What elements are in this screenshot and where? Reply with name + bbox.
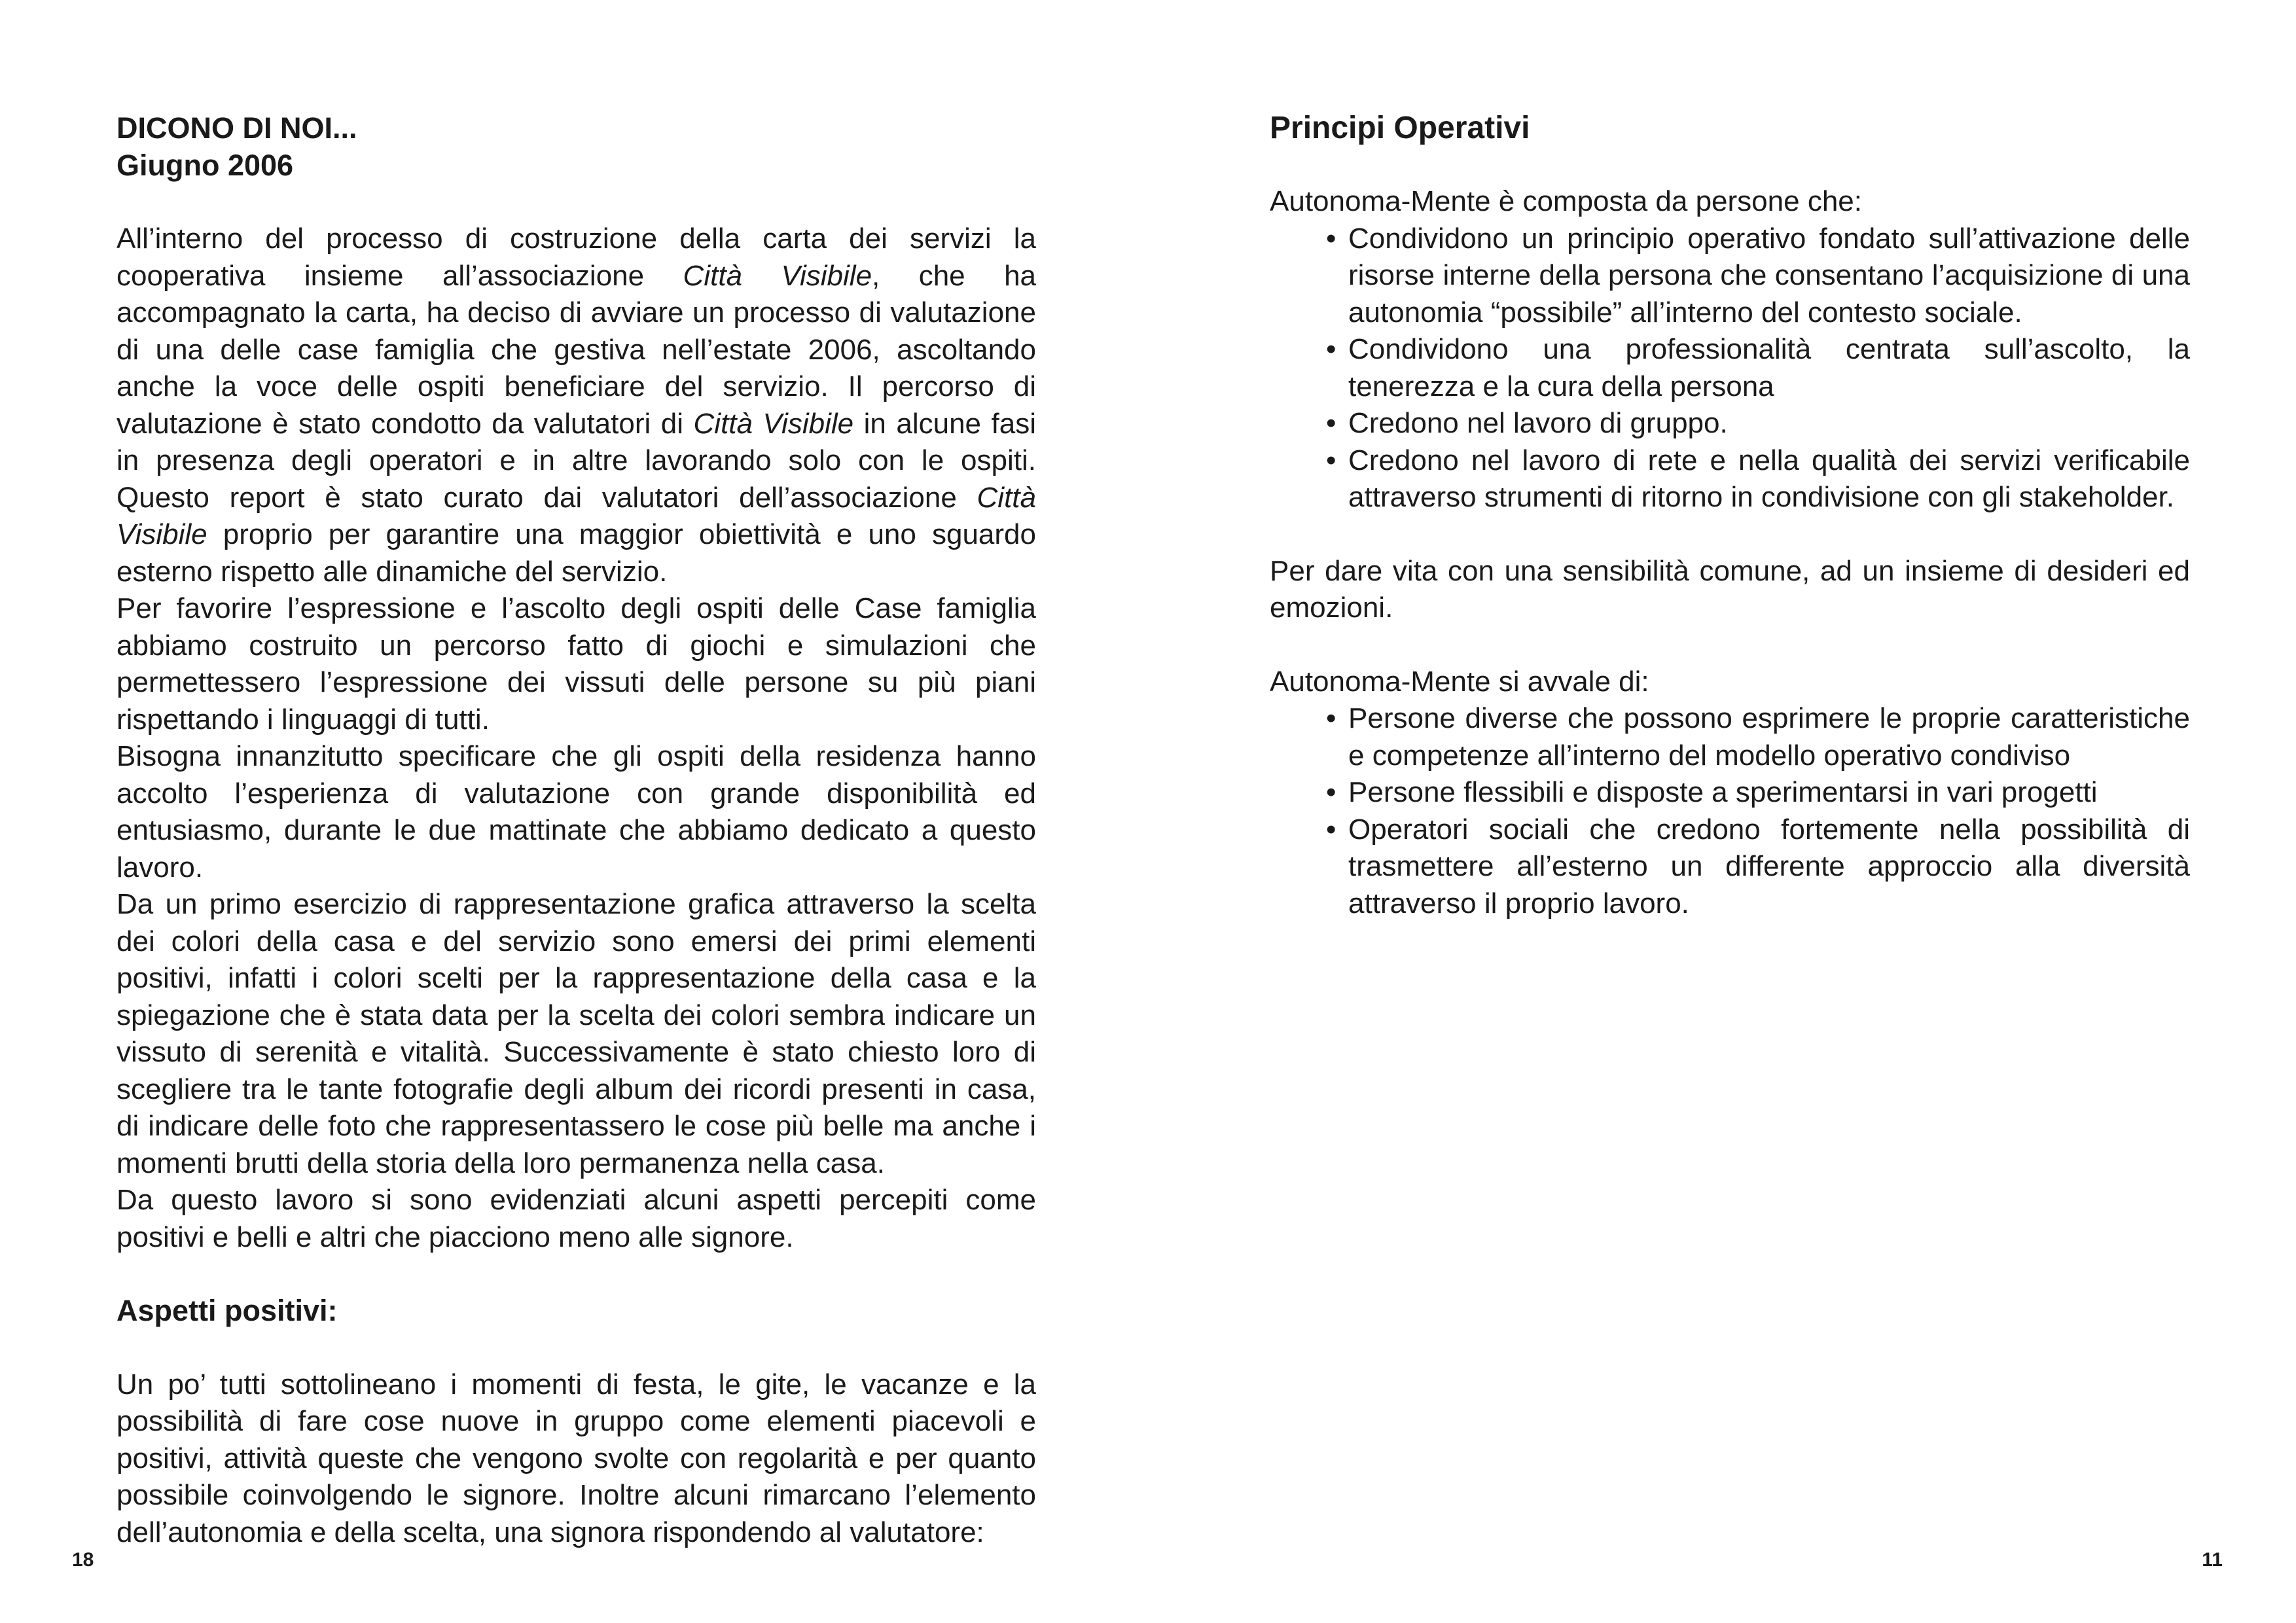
bullet-icon: • [1326, 444, 1336, 476]
list-item-text: Operatori sociali che credono fortemente nella possibilità di trasmettere all’esterno un differente approccio alla diversità attraverso il proprio lavoro. [1348, 813, 2190, 919]
list-item [1326, 700, 2190, 774]
list-item [1326, 774, 2190, 812]
list-item-text: Credono nel lavoro di rete e nella qualità dei servizi verificabile attraverso strumenti di ritorno in condivisione con gli stakeholder. [1348, 444, 2190, 513]
paragraph-aspects: Da questo lavoro si sono evidenziati alcuni aspetti percepiti come positivi e belli e altri che piacciono meno alle signore. [117, 1184, 1036, 1253]
list-item [1326, 331, 2190, 405]
bullet-icon: • [1326, 333, 1336, 365]
intro-resources: Autonoma-Mente si avvale di: [1270, 665, 1649, 698]
bullet-icon: • [1326, 407, 1336, 439]
paragraph-purpose: Per dare vita con una sensibilità comune, ad un insieme di desideri ed emozioni. [1270, 554, 2190, 624]
bullet-icon: • [1326, 222, 1336, 255]
list-item [1326, 442, 2190, 516]
bullet-icon: • [1326, 813, 1336, 846]
resources-list [1270, 700, 2190, 922]
list-item [1326, 812, 2190, 923]
list-item-text: Persone diverse che possono esprimere le proprie caratteristiche e competenze all’interno del modello operativo condiviso [1348, 702, 2190, 772]
section-heading: DICONO DI NOI... [117, 111, 357, 145]
list-item [1326, 221, 2190, 332]
paragraph-intro [117, 221, 1036, 590]
right-page [1148, 0, 2296, 1623]
section-date: Giugno 2006 [117, 148, 294, 182]
paragraph-method: Per favorire l’espressione e l’ascolto degli ospiti delle Case famiglia abbiamo costruito un percorso fatto di giochi e simulazioni che permettessero l’espressione dei vissuti delle persone su più piani rispettando i linguaggi di tutti. [117, 592, 1036, 736]
italic-org-name: Città Visibile [693, 407, 854, 440]
list-item-text: Persone flessibili e disposte a sperimentarsi in vari progetti [1348, 776, 2098, 808]
list-item-text: Condividono una professionalità centrata sull’ascolto, la tenerezza e la cura della persona [1348, 333, 2190, 402]
principles-list [1270, 221, 2190, 516]
text-segment: proprio per garantire una maggior obiettività e uno sguardo esterno rispetto alle dinamiche del servizio. [117, 518, 1036, 588]
page-number-left: 18 [72, 1549, 94, 1571]
italic-org-name: Città Visibile [683, 259, 872, 292]
text-segment: in alcune fasi in presenza degli operatori e in altre lavorando solo con le ospiti. Questo report è stato curato dai valutatori dell’associazione [117, 407, 1036, 514]
paragraph-positive: Un po’ tutti sottolineano i momenti di festa, le gite, le vacanze e la possibilità di fare cose nuove in gruppo come elementi piacevoli e positivi, attività queste che vengono svolte con regolarità e per quanto possibile coinvolgendo le signore. Inoltre alcuni rimarcano l’elemento dell’autonomia e della scelta, una signora rispondendo al valutatore: [117, 1368, 1036, 1548]
paragraph-colors: Da un primo esercizio di rappresentazione grafica attraverso la scelta dei colori della casa e del servizio sono emersi dei primi elementi positivi, infatti i colori scelti per la rappresentazione della casa e la spiegazione che è stata data per la scelta dei colori sembra indicare un vissuto di serenità e vitalità. Successivamente è stato chiesto loro di scegliere tra le tante fotografie degli album dei ricordi presenti in casa, di indicare delle foto che rappresentassero le cose più belle ma anche i momenti brutti della storia della loro permanenza nella casa. [117, 888, 1036, 1179]
bullet-icon: • [1326, 702, 1336, 734]
bullet-icon: • [1326, 776, 1336, 808]
page-number-right: 11 [2202, 1549, 2223, 1571]
section-title: Principi Operativi [1270, 111, 1530, 145]
list-item-text: Condividono un principio operativo fondato sull’attivazione delle risorse interne della persona che consentano l’acquisizione di una autonomia “possibile” all’interno del contesto sociale. [1348, 222, 2190, 329]
text-segment: All’interno del processo di costruzione della carta dei servizi la cooperativa insieme all’associazione [117, 223, 1036, 292]
list-item [1326, 405, 2190, 442]
list-item-text: Credono nel lavoro di gruppo. [1348, 407, 1728, 439]
paragraph-welcome: Bisogna innanzitutto specificare che gli ospiti della residenza hanno accolto l’esperienza di valutazione con grande disponibilità ed entusiasmo, durante le due mattinate che abbiamo dedicato a questo lavoro. [117, 740, 1036, 883]
text-segment: , che ha accompagnato la carta, ha deciso di avviare un processo di valutazione di una delle case famiglia che gestiva nell’estate 2006, ascoltando anche la voce delle ospiti beneficiare del servizio. Il percorso di valutazione è stato condotto da valutatori di [117, 259, 1037, 440]
left-column [117, 110, 1036, 1551]
italic-org-name: Città Visibile [117, 481, 1036, 550]
intro-composition: Autonoma-Mente è composta da persone che: [1270, 185, 1862, 217]
right-column [1270, 110, 2190, 922]
subheading-positive-aspects: Aspetti positivi: [117, 1294, 338, 1327]
